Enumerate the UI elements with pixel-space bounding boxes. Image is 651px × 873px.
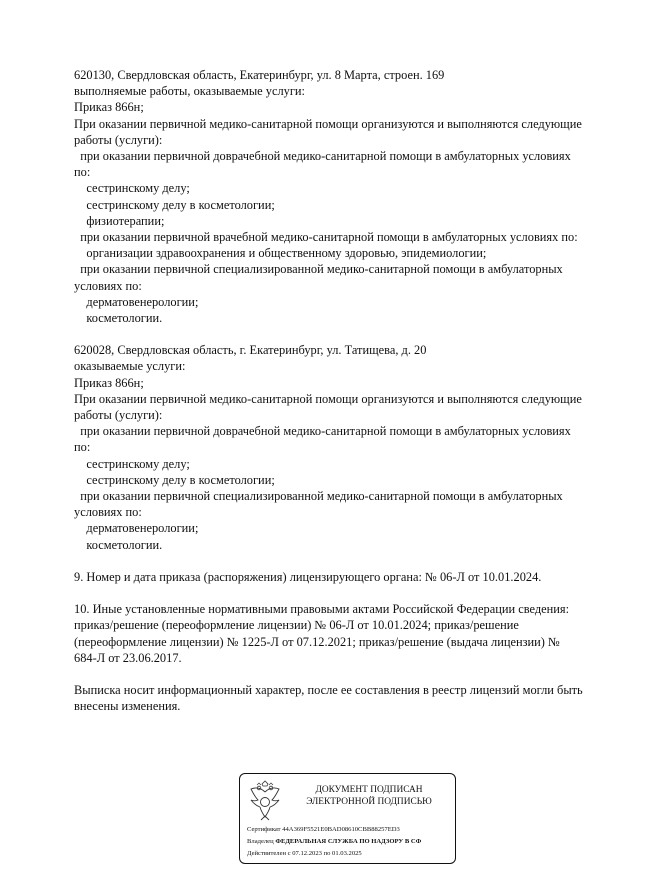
double-headed-eagle-icon: [247, 780, 283, 822]
service-item: сестринскому делу;: [74, 181, 190, 196]
stamp-title-line: ЭЛЕКТРОННОЙ ПОДПИСЬЮ: [306, 797, 432, 807]
order-ref: Приказ 866н;: [74, 100, 144, 115]
certificate-validity: Действителен с 07.12.2023 по 01.03.2025: [247, 849, 362, 857]
works-label: оказываемые услуги:: [74, 359, 186, 374]
category-line: при оказании первичной доврачебной медико-санитарной помощи в амбулаторных условиях: [74, 149, 571, 164]
spacer: [74, 326, 622, 342]
owner-label: Владелец: [247, 837, 274, 845]
intro-line: При оказании первичной медико-санитарной помощи организуются и выполняются следующие: [74, 116, 582, 131]
service-item: косметологии.: [74, 311, 163, 326]
note-line: Выписка носит информационный характер, после ее составления в реестр лицензий могли быть: [74, 682, 583, 697]
spacer: [74, 553, 622, 569]
disclaimer-note: [74, 682, 622, 714]
stamp-title: [286, 784, 452, 808]
note-line: внесены изменения.: [74, 699, 181, 714]
intro-line: работы (услуги):: [74, 132, 163, 147]
spacer: [74, 585, 622, 601]
address-block-1: [74, 67, 622, 326]
address-block-2: [74, 342, 622, 553]
address: 620130, Свердловская область, Екатеринбург, ул. 8 Марта, строен. 169: [74, 68, 445, 82]
intro-line: При оказании первичной медико-санитарной помощи организуются и выполняются следующие: [74, 391, 582, 406]
service-item: косметологии.: [74, 537, 163, 552]
category-line: условиях по:: [74, 505, 142, 520]
order-ref: Приказ 866н;: [74, 375, 144, 390]
certificate-owner: [247, 836, 456, 848]
category-line: по:: [74, 165, 91, 180]
category-line: при оказании первичной специализированной медико-санитарной помощи в амбулаторных: [74, 262, 563, 277]
stamp-title-line: ДОКУМЕНТ ПОДПИСАН: [315, 785, 423, 795]
service-item: физиотерапии;: [74, 213, 165, 228]
service-item: организации здравоохранения и общественному здоровью, эпидемиологии;: [74, 246, 487, 261]
service-item: сестринскому делу в косметологии;: [74, 197, 275, 212]
category-line: при оказании первичной врачебной медико-санитарной помощи в амбулаторных условиях по:: [74, 230, 578, 245]
document-body: [74, 67, 622, 714]
spacer: [74, 666, 622, 682]
item-10-line: 10. Иные установленные нормативными правовыми актами Российской Федерации сведения:: [74, 602, 570, 617]
works-label: выполняемые работы, оказываемые услуги:: [74, 84, 306, 99]
item-9-order-number: 9. Номер и дата приказа (распоряжения) лицензирующего органа: № 06-Л от 10.01.2024.: [74, 569, 542, 584]
category-line: условиях по:: [74, 278, 142, 293]
service-item: дерматовенерологии;: [74, 521, 199, 536]
service-item: сестринскому делу в косметологии;: [74, 472, 275, 487]
item-10-line: (переоформление лицензии) № 1225-Л от 07.12.2021; приказ/решение (выдача лицензии) №: [74, 634, 560, 649]
owner-name: ФЕДЕРАЛЬНАЯ СЛУЖБА ПО НАДЗОРУ В СФ: [275, 837, 422, 845]
intro-line: работы (услуги):: [74, 408, 163, 423]
category-line: при оказании первичной доврачебной медико-санитарной помощи в амбулаторных условиях: [74, 424, 571, 439]
item-10-line: 684-Л от 23.06.2017.: [74, 650, 182, 665]
certificate-number: Сертификат 44A369F5521E0BAD08610CBB88257ED3: [247, 826, 400, 833]
item-10-other-info: [74, 601, 622, 666]
certificate-info: [247, 824, 456, 859]
address: 620028, Свердловская область, г. Екатеринбург, ул. Татищева, д. 20: [74, 343, 427, 358]
category-line: по:: [74, 440, 91, 455]
service-item: сестринскому делу;: [74, 456, 190, 471]
e-signature-stamp: [239, 773, 456, 864]
category-line: при оказании первичной специализированной медико-санитарной помощи в амбулаторных: [74, 489, 563, 504]
item-10-line: приказ/решение (переоформление лицензии) № 06-Л от 10.01.2024; приказ/решение: [74, 618, 519, 633]
service-item: дерматовенерологии;: [74, 294, 199, 309]
